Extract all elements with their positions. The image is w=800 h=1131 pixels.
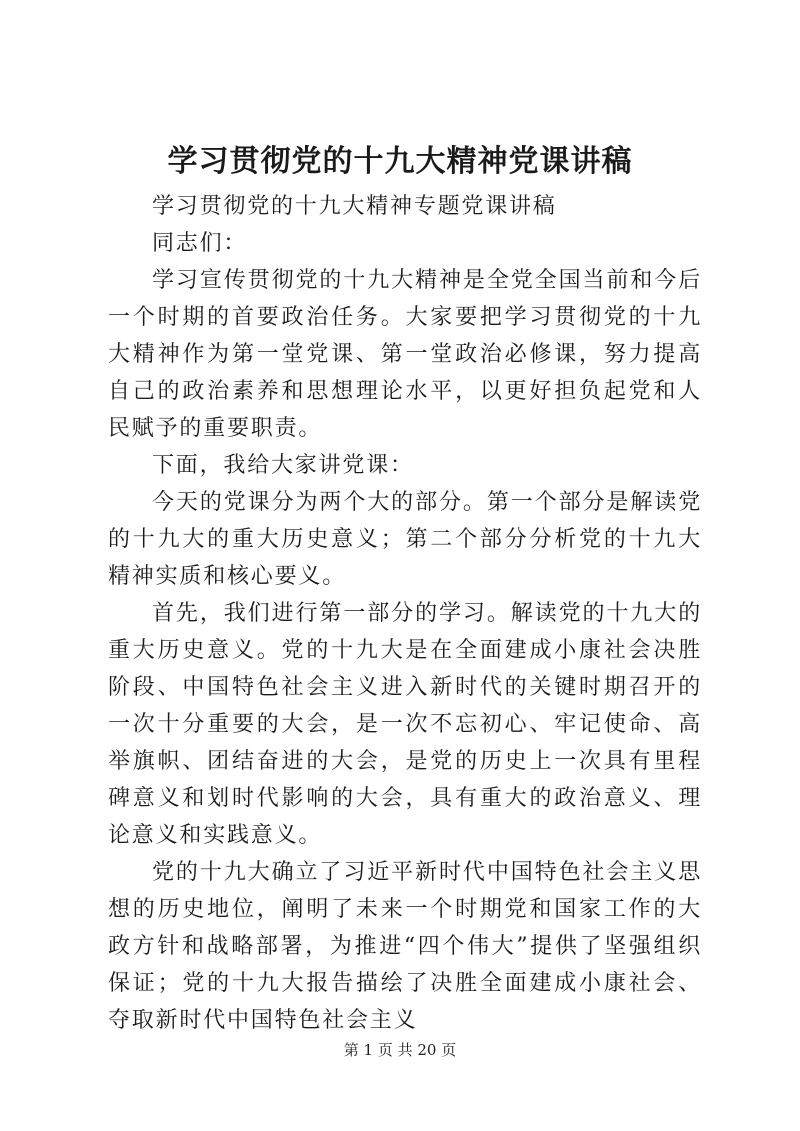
paragraph-outline: 今天的党课分为两个大的部分。第一个部分是解读党的十九大的重大历史意义；第二个部分分析党的十九大精神实质和核心要义。 (108, 490, 702, 589)
document-body (108, 188, 702, 1039)
page-number-footer: 第 1 页 共 20 页 (343, 1041, 457, 1059)
paragraph-greeting: 同志们： (152, 231, 248, 256)
paragraph-lecture-start: 下面，我给大家讲党课： (152, 453, 414, 478)
paragraph-intro: 学习宣传贯彻党的十九大精神是全党全国当前和今后一个时期的首要政治任务。大家要把学习贯彻党的十九大精神作为第一堂党课、第一堂政治必修课，努力提高自己的政治素养和思想理论水平，以更好担负起党和人民赋予的重要职责。 (108, 268, 702, 441)
paragraph-part-one: 首先，我们进行第一部分的学习。解读党的十九大的重大历史意义。党的十九大是在全面建成小康社会决胜阶段、中国特色社会主义进入新时代的关键时期召开的一次十分重要的大会，是一次不忘初心、牢记使命、高举旗帜、团结奋进的大会，是党的历史上一次具有里程碑意义和划时代影响的大会，具有重大的政治意义、理论意义和实践意义。 (108, 601, 702, 848)
paragraph-significance: 党的十九大确立了习近平新时代中国特色社会主义思想的历史地位，阐明了未来一个时期党和国家工作的大政方针和战略部署，为推进“四个伟大”提供了坚强组织保证；党的十九大报告描绘了决胜全面建成小康社会、夺取新时代中国特色社会主义 (108, 860, 702, 1033)
paragraph-subtitle: 学习贯彻党的十九大精神专题党课讲稿 (152, 194, 557, 219)
document-title: 学习贯彻党的十九大精神党课讲稿 (167, 144, 633, 179)
